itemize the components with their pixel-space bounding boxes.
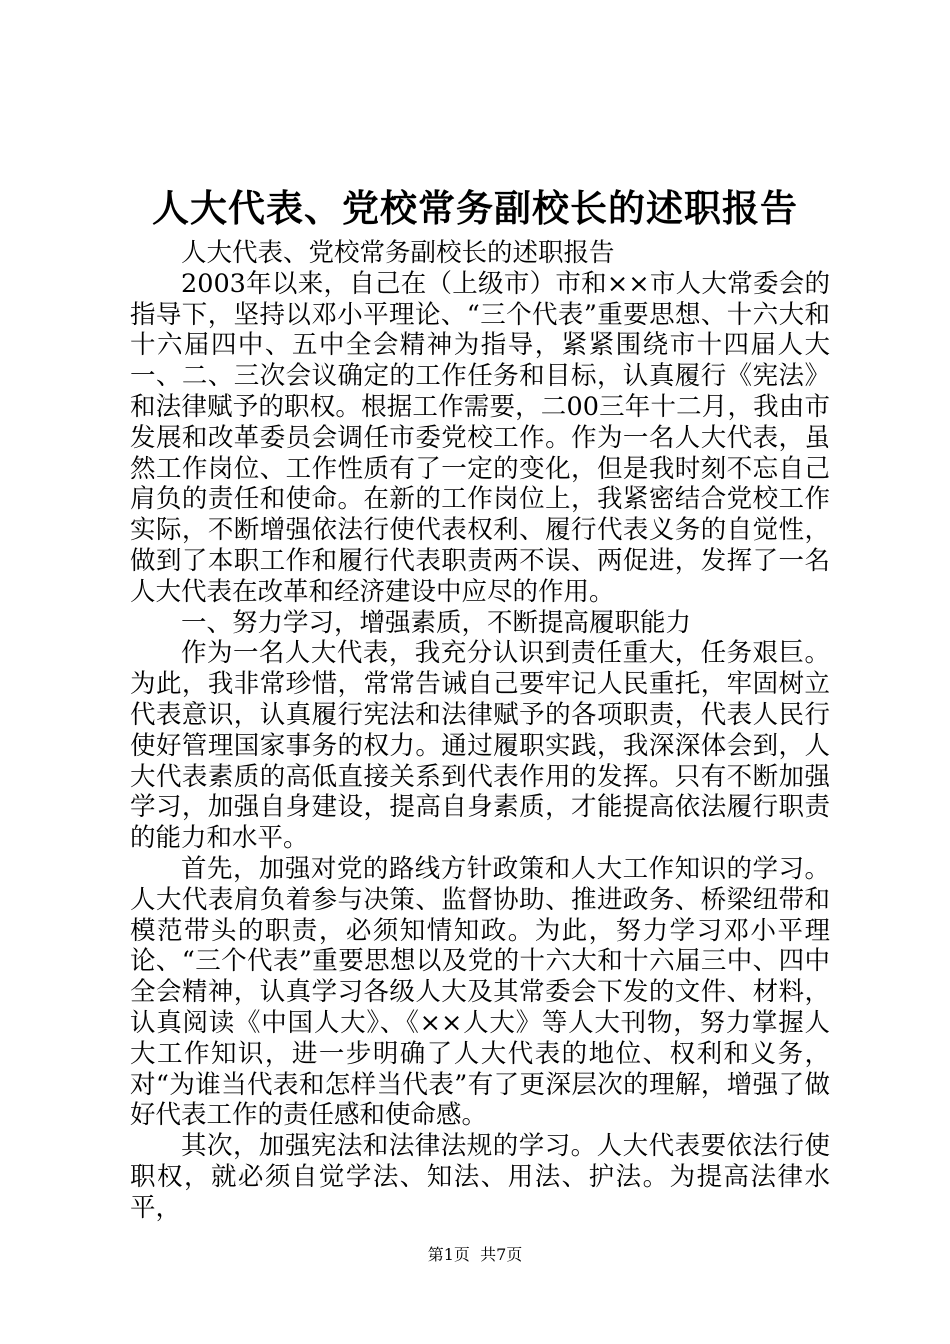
- page-number: 第1页 共7页: [427, 1245, 523, 1264]
- page-footer: [0, 1244, 950, 1266]
- paragraph: 其次，加强宪法和法律法规的学习。人大代表要依法行使职权，就必须自觉学法、知法、用法、护法。为提高法律水平，: [130, 1131, 830, 1223]
- paragraph-intro: 2003年以来，自己在（上级市）市和××市人大常委会的指导下，坚持以邓小平理论、“三个代表”重要思想、十六大和十六届四中、五中全会精神为指导，紧紧围绕市十四届人大一、二、三次会议确定的工作任务和目标，认真履行《宪法》和法律赋予的职权。根据工作需要，二00三年十二月，我由市发展和改革委员会调任市委党校工作。作为一名人大代表，虽然工作岗位、工作性质有了一定的变化，但是我时刻不忘自己肩负的责任和使命。在新的工作岗位上，我紧密结合党校工作实际，不断增强依法行使代表权利、履行代表义务的自觉性，做到了本职工作和履行代表职责两不误、两促进，发挥了一名人大代表在改革和经济建设中应尽的作用。: [130, 268, 830, 607]
- section-heading: 一、努力学习，增强素质，不断提高履职能力: [181, 607, 692, 638]
- document-title: 人大代表、党校常务副校长的述职报告: [152, 186, 798, 230]
- paragraph: 首先，加强对党的路线方针政策和人大工作知识的学习。人大代表肩负着参与决策、监督协助、推进政务、桥梁纽带和模范带头的职责，必须知情知政。为此，努力学习邓小平理论、“三个代表”重要思想以及党的十六大和十六届三中、四中全会精神，认真学习各级人大及其常委会下发的文件、材料，认真阅读《中国人大》、《××人大》等人大刊物，努力掌握人大工作知识，进一步明确了人大代表的地位、权利和义务，对“为谁当代表和怎样当代表”有了更深层次的理解，增强了做好代表工作的责任感和使命感。: [130, 853, 830, 1131]
- paragraph-subtitle: 人大代表、党校常务副校长的述职报告: [181, 238, 615, 268]
- paragraph: 作为一名人大代表，我充分认识到责任重大，任务艰巨。为此，我非常珍惜，常常告诫自己要牢记人民重托，牢固树立代表意识，认真履行宪法和法律赋予的各项职责，代表人民行使好管理国家事务的权力。通过履职实践，我深深体会到，人大代表素质的高低直接关系到代表作用的发挥。只有不断加强学习，加强自身建设，提高自身素质，才能提高依法履行职责的能力和水平。: [130, 638, 830, 854]
- document-body: [130, 238, 830, 1224]
